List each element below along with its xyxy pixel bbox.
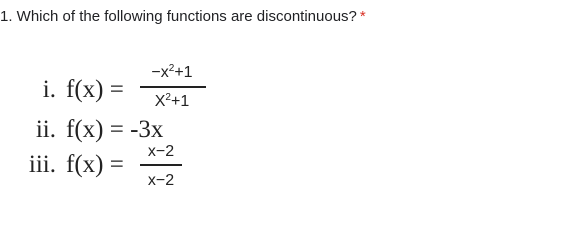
- option-i-lhs: f(x) =: [66, 76, 124, 103]
- option-ii-numeral: ii.: [35, 116, 56, 143]
- option-iii-fraction-bar: [140, 164, 182, 166]
- option-iii-lhs: f(x) =: [66, 151, 124, 178]
- option-i-denominator: $X^2+1$: [154, 92, 190, 110]
- option-i-fraction-bar: [140, 86, 206, 88]
- option-i-numerator: $-x^2+1$: [151, 63, 193, 81]
- question-text: 1. Which of the following functions are discontinuous?: [0, 8, 357, 25]
- option-i-numeral: i.: [42, 76, 56, 103]
- option-iii-numeral: iii.: [28, 151, 56, 178]
- option-ii-expression: f(x) = -3x: [66, 116, 164, 143]
- option-iii-numerator: x−2: [147, 143, 175, 160]
- option-iii-denominator: x−2: [147, 172, 175, 189]
- required-asterisk: *: [359, 8, 366, 25]
